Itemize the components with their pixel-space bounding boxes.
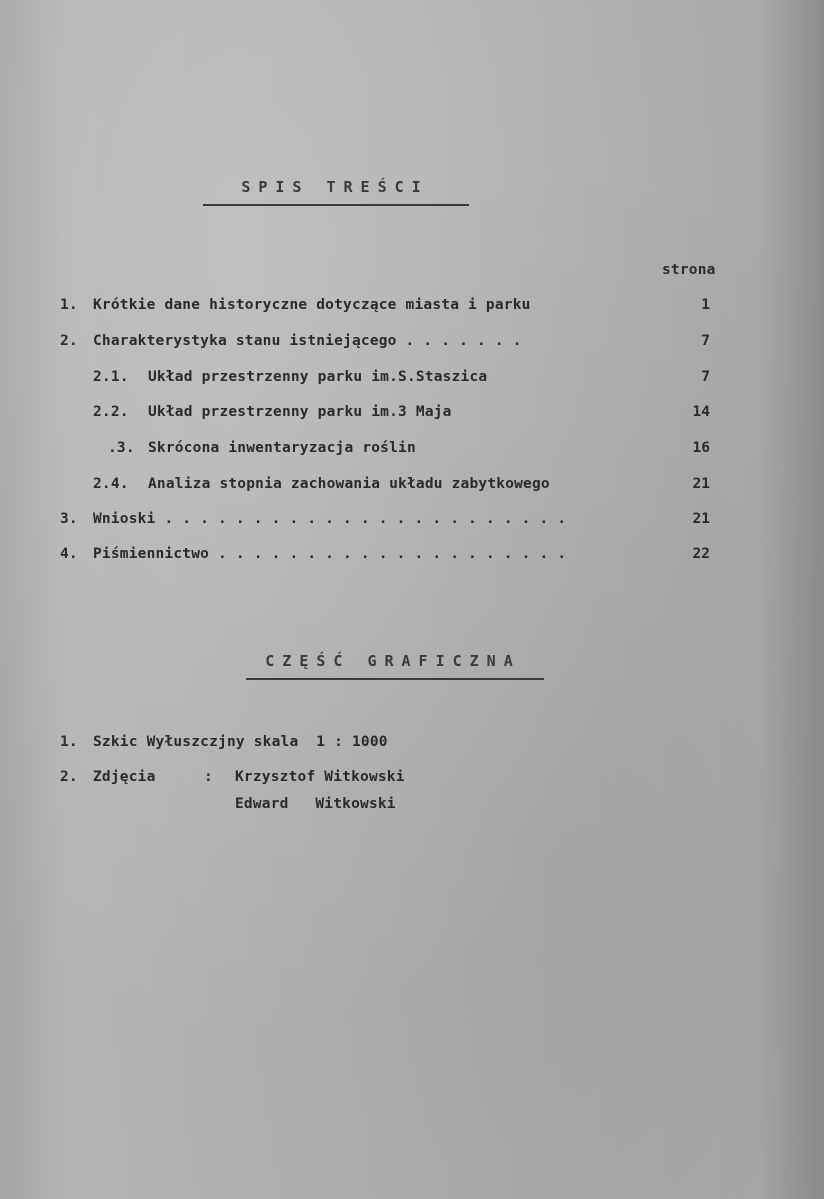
toc-entry-number: 2.2.: [93, 404, 129, 420]
toc-entry-number: 2.1.: [93, 369, 129, 385]
toc-entry-text: Krótkie dane historyczne dotyczące miasta i parku: [93, 297, 531, 313]
toc-heading-underline: [203, 204, 469, 206]
toc-heading: SPIS TREŚCI: [241, 178, 429, 196]
toc-entry-number: 4.: [60, 546, 78, 562]
photo-author: Edward Witkowski: [235, 796, 396, 812]
toc-entry-text: Wnioski . . . . . . . . . . . . . . . . . . . . . . .: [93, 511, 567, 527]
toc-entry-page: 16: [692, 440, 710, 456]
toc-entry-text: Analiza stopnia zachowania układu zabytkowego: [148, 476, 550, 492]
photo-author: Krzysztof Witkowski: [235, 769, 405, 785]
graphic-item-text: Szkic Wyłuszczjny skala 1 : 1000: [93, 734, 388, 750]
toc-entry-text: Układ przestrzenny parku im.3 Maja: [148, 404, 452, 420]
graphic-item-number: 2.: [60, 769, 78, 785]
page-column-label: strona: [662, 262, 716, 278]
graphic-item-number: 1.: [60, 734, 78, 750]
toc-entry-number: 2.: [60, 333, 78, 349]
toc-entry-page: 14: [692, 404, 710, 420]
toc-entry-page: 1: [701, 297, 710, 313]
toc-entry-page: 7: [701, 369, 710, 385]
toc-entry-text: Piśmiennictwo . . . . . . . . . . . . . . . . . . . .: [93, 546, 567, 562]
graphic-item-separator: :: [204, 769, 213, 785]
graphic-item-label: Zdjęcia: [93, 769, 156, 785]
toc-entry-number: 3.: [60, 511, 78, 527]
toc-entry-page: 7: [701, 333, 710, 349]
toc-entry-number: 2.4.: [93, 476, 129, 492]
toc-entry-number: 1.: [60, 297, 78, 313]
toc-entry-number: .3.: [108, 440, 135, 456]
toc-entry-page: 21: [692, 476, 710, 492]
toc-entry-page: 21: [692, 511, 710, 527]
toc-entry-page: 22: [692, 546, 710, 562]
graphic-part-heading: CZĘŚĆ GRAFICZNA: [265, 652, 521, 670]
toc-entry-text: Układ przestrzenny parku im.S.Staszica: [148, 369, 488, 385]
toc-entry-text: Charakterystyka stanu istniejącego . . . . . . .: [93, 333, 522, 349]
graphic-heading-underline: [246, 678, 544, 680]
toc-entry-text: Skrócona inwentaryzacja roślin: [148, 440, 416, 456]
